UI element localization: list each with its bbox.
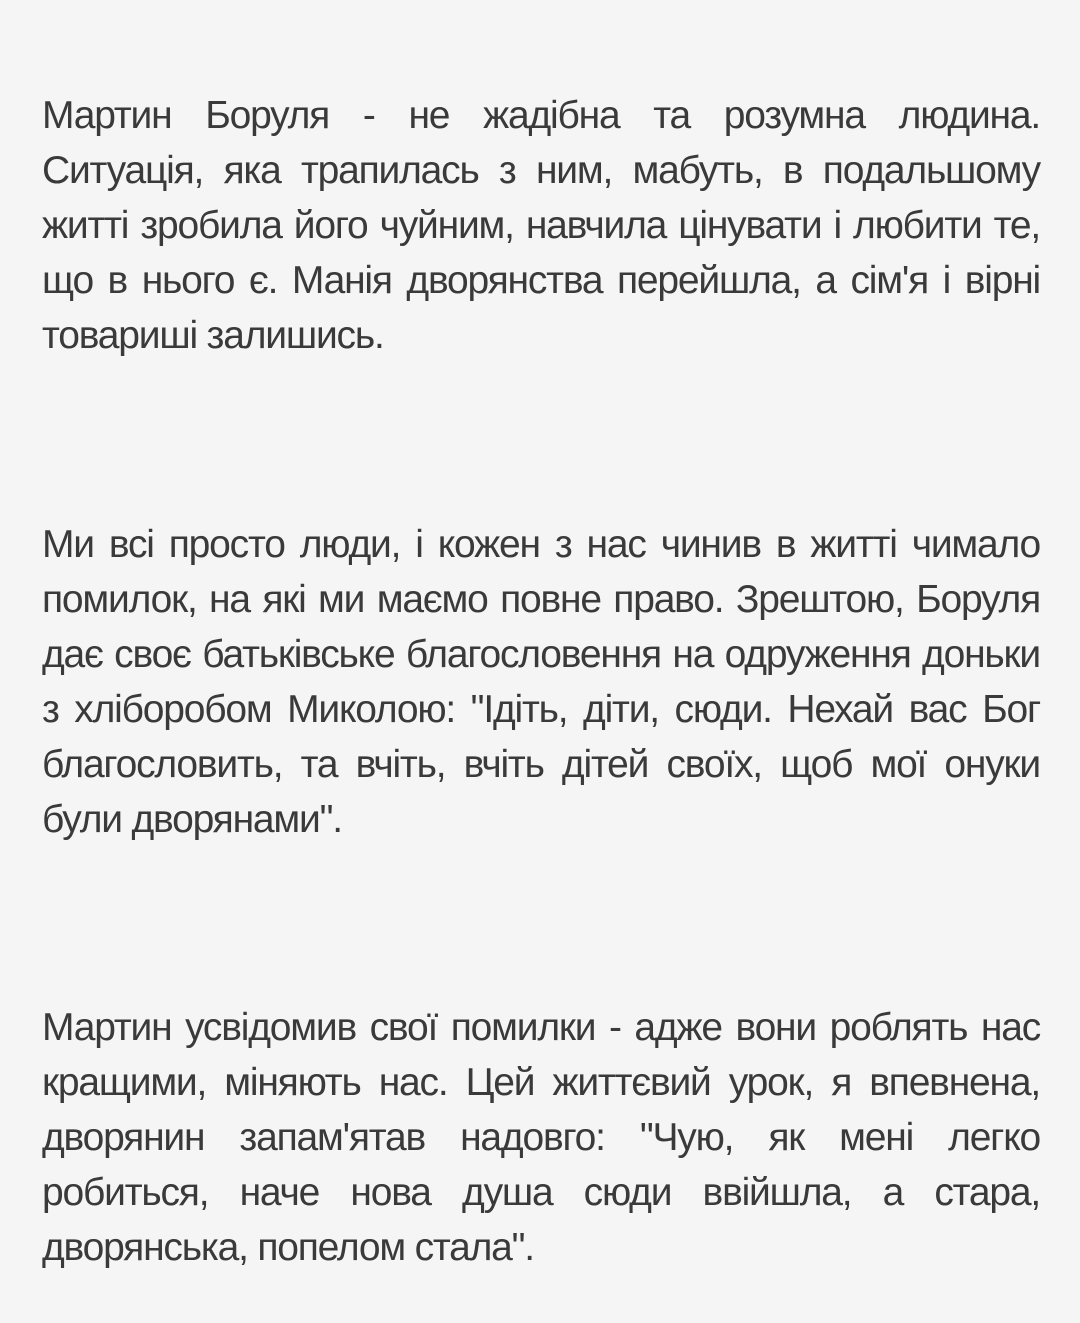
paragraph-2: Ми всі просто люди, і кожен з нас чинив в житті чимало помилок, на які ми маємо повне право. Зрештою, Боруля дає своє батьківське благословення на одруження доньки з хліборобом Миколою: "Ідіть, діти, сюди. Нехай вас Бог благословить, та вчіть, вчіть дітей своїх, щоб мої онуки були дворянами". bbox=[42, 523, 1040, 841]
paragraph-3: Мартин усвідомив свої помилки - адже вони роблять нас кращими, міняють нас. Цей життєвий урок, я впевнена, дворянин запам'ятав надовго: "Чую, як мені легко робиться, наче нова душа сюди ввійшла, а стара, дворянська, попелом стала". bbox=[42, 1006, 1040, 1269]
paragraph-1: Мартин Боруля - не жадібна та розумна людина. Ситуація, яка трапилась з ним, мабуть, в подальшому житті зробила його чуйним, навчила цінувати і любити те, що в нього є. Манія дворянства перейшла, а сім'я і вірні товариші залишись. bbox=[42, 94, 1040, 357]
